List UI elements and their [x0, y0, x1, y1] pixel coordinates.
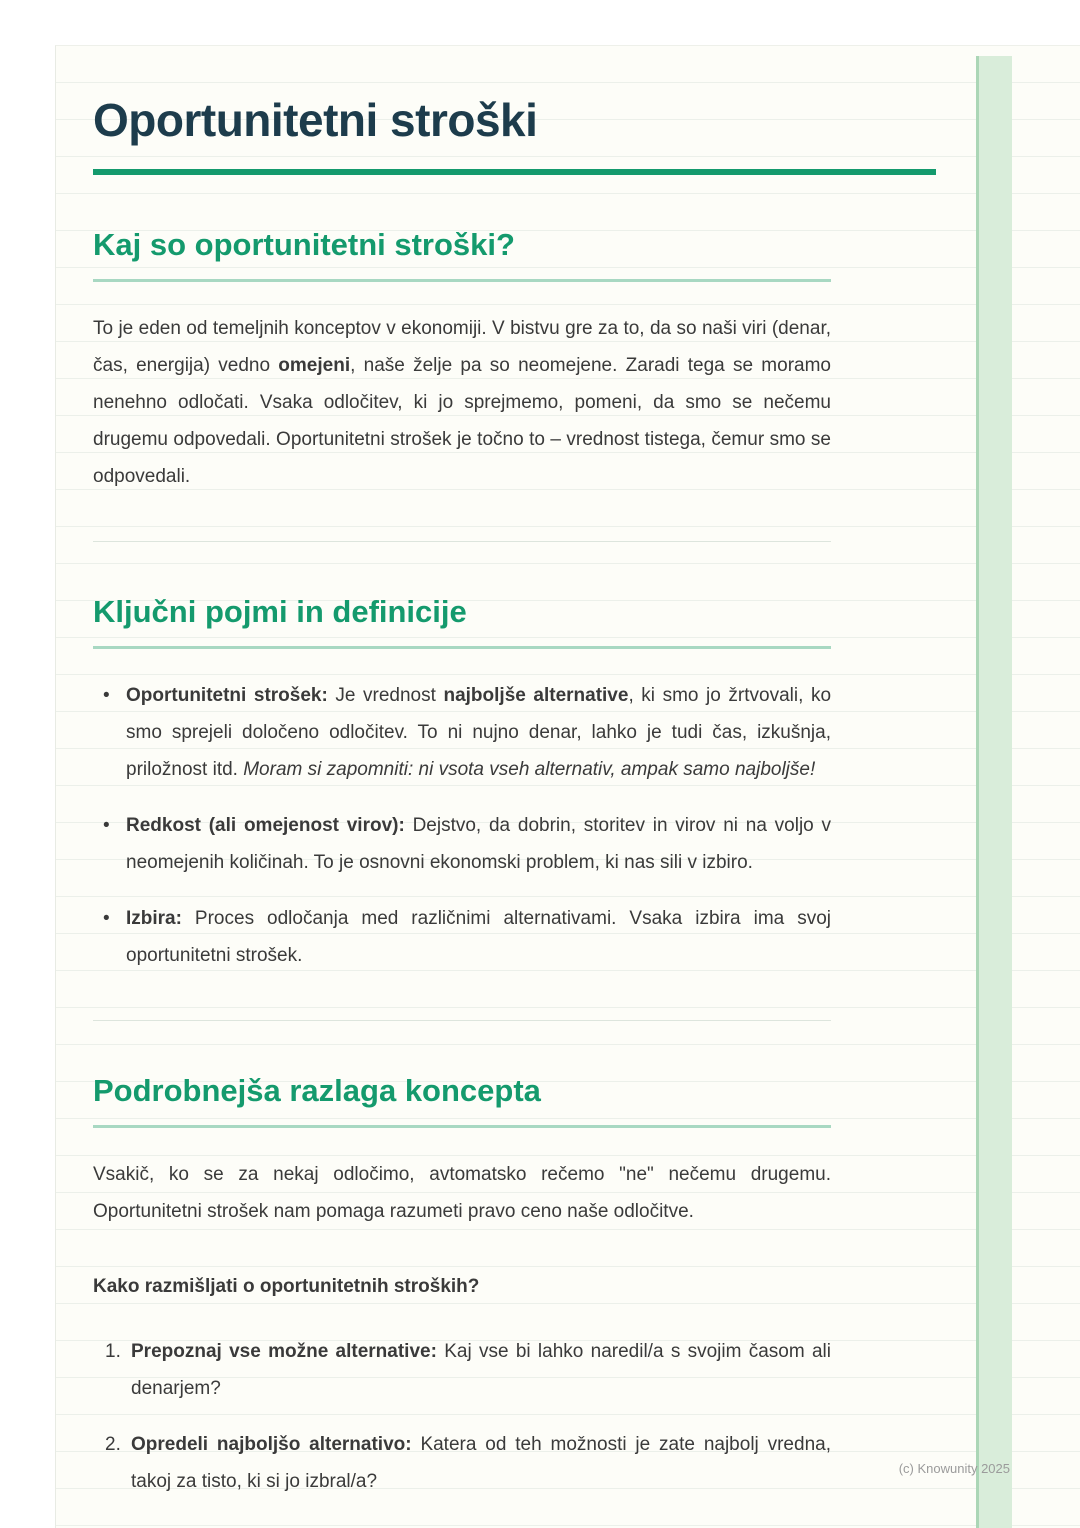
list-number: 1.	[105, 1340, 121, 1362]
question-heading: Kako razmišljati o oportunitetnih stroških?	[93, 1275, 480, 1297]
intro-paragraph	[93, 310, 831, 495]
list-item-text	[131, 1333, 831, 1407]
steps-list	[93, 1333, 831, 1500]
section-heading: Kaj so oportunitetni stroški?	[93, 227, 831, 282]
list-item	[93, 1333, 831, 1407]
key-terms-list	[93, 677, 831, 974]
paragraph-text: To je eden od temeljnih konceptov v ekonomiji. V bistvu gre za to, da so naši viri (denar, čas, energija) vedno	[93, 317, 831, 376]
list-item	[93, 807, 831, 881]
page-title: Oportunitetni stroški	[93, 94, 538, 146]
section-divider	[93, 1020, 831, 1021]
list-item	[93, 677, 831, 788]
section-heading: Ključni pojmi in definicije	[93, 594, 831, 649]
list-item-text	[126, 677, 831, 788]
list-item-text	[126, 807, 831, 881]
list-item	[93, 1426, 831, 1500]
bullet-icon: •	[103, 814, 110, 836]
step-label: Prepoznaj vse možne alternative:	[131, 1340, 437, 1362]
list-number: 2.	[105, 1433, 121, 1455]
bold-term: najboljše alternative	[443, 684, 629, 706]
term-text: Proces odločanja med različnimi alternativami. Vsaka izbira ima svoj oportunitetni strošek.	[126, 907, 831, 966]
term-text: , ki smo jo žrtvovali, ko smo sprejeli določeno odločitev. To ni nujno denar, lahko je tudi čas, izkušnja, priložnost itd.	[126, 684, 832, 780]
list-item-text	[131, 1426, 831, 1500]
step-label: Opredeli najboljšo alternativo:	[131, 1433, 412, 1455]
explanation-paragraph: Vsakič, ko se za nekaj odločimo, avtomatsko rečemo "ne" nečemu drugemu. Oportunitetni strošek nam pomaga razumeti pravo ceno naše odločitve.	[93, 1163, 831, 1222]
copyright-notice: (c) Knowunity 2025	[898, 1461, 1010, 1476]
bullet-icon: •	[103, 684, 110, 706]
section-what-are-opportunity-costs	[93, 227, 938, 495]
list-item-text	[126, 900, 831, 974]
list-item	[93, 900, 831, 974]
title-underline	[93, 169, 936, 175]
term-text: Je vrednost	[327, 684, 444, 706]
term-text: Dejstvo, da dobrin, storitev in virov ni na voljo v neomejenih količinah. To je osnovni ekonomski problem, ki nas sili v izbiro.	[126, 814, 831, 873]
page-content	[93, 94, 938, 1519]
italic-note: Moram si zapomniti: ni vsota vseh alternativ, ampak samo najboljše!	[243, 758, 816, 780]
section-heading: Podrobnejša razlaga koncepta	[93, 1073, 831, 1128]
section-detailed-explanation	[93, 1073, 938, 1500]
section-divider	[93, 541, 831, 542]
bold-term: omejeni	[278, 354, 351, 376]
bullet-icon: •	[103, 907, 110, 929]
step-text: Katera od teh možnosti je zate najbolj vredna, takoj za tisto, ki si jo izbral/a?	[131, 1433, 831, 1492]
step-text: Kaj vse bi lahko naredil/a s svojim časom ali denarjem?	[131, 1340, 832, 1399]
section-key-terms	[93, 594, 938, 974]
right-margin-stripe	[976, 56, 1012, 1528]
term-label: Izbira:	[126, 907, 182, 929]
document-page	[55, 45, 1080, 1528]
term-label: Oportunitetni strošek:	[126, 684, 328, 706]
term-label: Redkost (ali omejenost virov):	[126, 814, 405, 836]
paragraph-text: , naše želje pa so neomejene. Zaradi tega se moramo nenehno odločati. Vsaka odločitev, ki jo sprejmemo, pomeni, da smo se nečemu drugemu odpovedali. Oportunitetni strošek je točno to – vrednost tistega, čemur smo se odpovedali.	[93, 354, 831, 487]
